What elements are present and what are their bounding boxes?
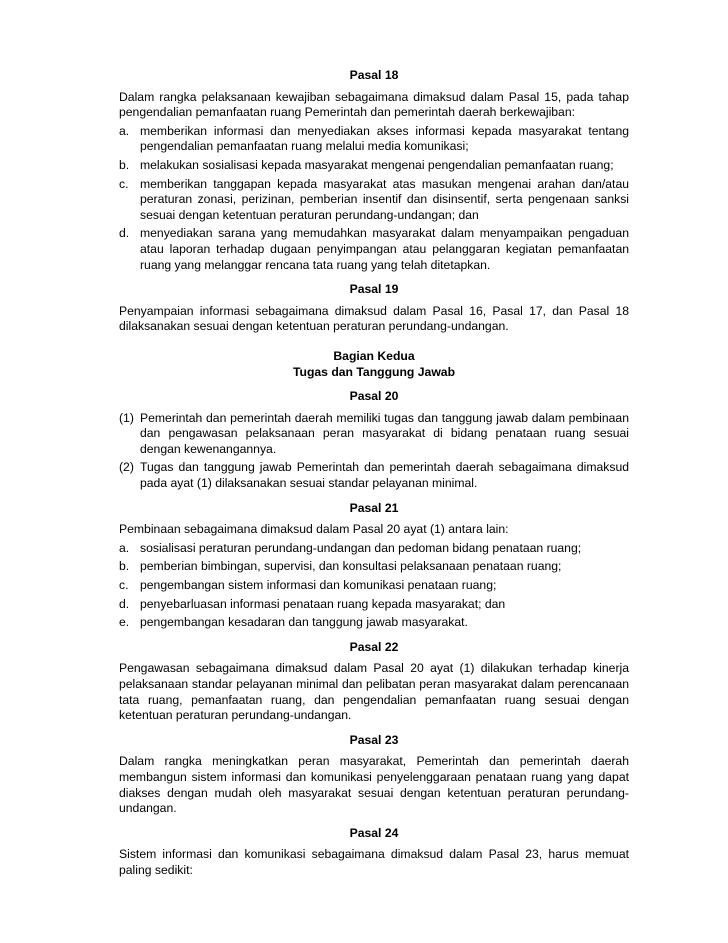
pasal-22-body: Pengawasan sebagaimana dimaksud dalam Pasal 20 ayat (1) dilakukan terhadap kinerja pelaksanaan standar pelayanan minimal dan pelibatan peran masyarakat dalam perencanaan tata ruang, pemanfaatan ruang, dan pengendalian pemanfaatan ruang sesuai dengan ketentuan peraturan perundang-undangan. — [119, 661, 629, 723]
pasal-23-body: Dalam rangka meningkatkan peran masyarakat, Pemerintah dan pemerintah daerah membangun sistem informasi dan komunikasi penyelenggaraan penataan ruang yang dapat diakses dengan mudah oleh masyarakat sesuai dengan ketentuan peraturan perundang-undangan. — [119, 754, 629, 816]
list-item-text: pengembangan kesadaran dan tanggung jawab masyarakat. — [140, 615, 468, 630]
pasal-20-heading: Pasal 20 — [349, 389, 399, 404]
list-item — [119, 541, 629, 557]
list-item-text: sosialisasi peraturan perundang-undangan dan pedoman bidang penataan ruang; — [140, 540, 582, 555]
list-item-text: Pemerintah dan pemerintah daerah memiliki tugas dan tanggung jawab dalam pembinaan dan pengawasan pelaksanaan peran masyarakat di bidang penataan ruang sesuai dengan kewenangannya. — [140, 410, 629, 456]
list-marker: e. — [119, 615, 130, 630]
pasal-24-body: Sistem informasi dan komunikasi sebagaimana dimaksud dalam Pasal 23, harus memuat paling sedikit: — [119, 847, 629, 877]
pasal-21-intro: Pembinaan sebagaimana dimaksud dalam Pasal 20 ayat (1) antara lain: — [119, 522, 509, 537]
pasal-18-list — [119, 124, 629, 273]
pasal-19-body: Penyampaian informasi sebagaimana dimaksud dalam Pasal 16, Pasal 17, dan Pasal 18 dilaksanakan sesuai dengan ketentuan peraturan perundang-undangan. — [119, 303, 629, 334]
pasal-21-heading: Pasal 21 — [349, 500, 399, 515]
list-item-text: penyebarluasan informasi penataan ruang kepada masyarakat; dan — [140, 596, 506, 611]
pasal-21-list — [119, 541, 629, 631]
list-item-text: melakukan sosialisasi kepada masyarakat mengenai pengendalian pemanfaatan ruang; — [140, 157, 614, 172]
list-item — [119, 226, 629, 273]
list-item — [119, 177, 629, 224]
bagian-subheading: Tugas dan Tanggung Jawab — [292, 364, 456, 379]
list-marker: b. — [119, 157, 130, 172]
list-marker: d. — [119, 226, 130, 241]
list-item — [119, 158, 629, 174]
list-marker: c. — [119, 176, 129, 191]
list-marker: c. — [119, 578, 129, 593]
list-item — [119, 124, 629, 155]
pasal-18-heading: Pasal 18 — [349, 68, 399, 82]
pasal-24-heading: Pasal 24 — [349, 825, 399, 840]
list-item-text: pemberian bimbingan, supervisi, dan konsultasi pelaksanaan penataan ruang; — [140, 559, 562, 574]
pasal-23-heading: Pasal 23 — [349, 732, 399, 747]
list-item-text: pengembangan sistem informasi dan komunikasi penataan ruang; — [140, 578, 497, 593]
pasal-22-heading: Pasal 22 — [349, 639, 399, 654]
list-item-text: menyediakan sarana yang memudahkan masyarakat dalam menyampaikan pengaduan atau laporan terhadap dugaan penyimpangan atau pelanggaran kegiatan pemanfaatan ruang yang melanggar rencana tata ruang yang telah ditetapkan. — [140, 226, 629, 272]
list-item — [119, 559, 629, 575]
list-item — [119, 615, 629, 631]
list-marker: a. — [119, 123, 130, 138]
bagian-heading: Bagian Kedua — [333, 348, 415, 363]
list-item-text: memberikan tanggapan kepada masyarakat atas masukan mengenai arahan dan/atau peraturan zonasi, perizinan, pemberian insentif dan disinsentif, serta pengenaan sanksi sesuai dengan ketentuan peraturan perundang-undangan; dan — [140, 176, 629, 222]
list-item — [119, 597, 629, 613]
pasal-18-intro: Dalam rangka pelaksanaan kewajiban sebagaimana dimaksud dalam Pasal 15, pada tahap pengendalian pemanfaatan ruang Pemerintah dan pemerintah daerah berkewajiban: — [119, 89, 629, 120]
list-marker: (2) — [119, 460, 134, 475]
list-item — [119, 460, 629, 491]
list-item-text: Tugas dan tanggung jawab Pemerintah dan pemerintah daerah sebagaimana dimaksud pada ayat (1) dilaksanakan sesuai standar pelayanan minimal. — [140, 460, 629, 491]
pasal-20-list — [119, 411, 629, 492]
list-marker: (1) — [119, 410, 134, 425]
document-page — [119, 68, 629, 879]
list-marker: b. — [119, 559, 130, 574]
list-item — [119, 411, 629, 458]
list-marker: a. — [119, 540, 130, 555]
list-item — [119, 578, 629, 594]
list-marker: d. — [119, 596, 130, 611]
list-item-text: memberikan informasi dan menyediakan akses informasi kepada masyarakat tentang pengendalian pemanfaatan ruang melalui media komunikasi; — [140, 123, 629, 154]
pasal-19-heading: Pasal 19 — [349, 282, 399, 297]
